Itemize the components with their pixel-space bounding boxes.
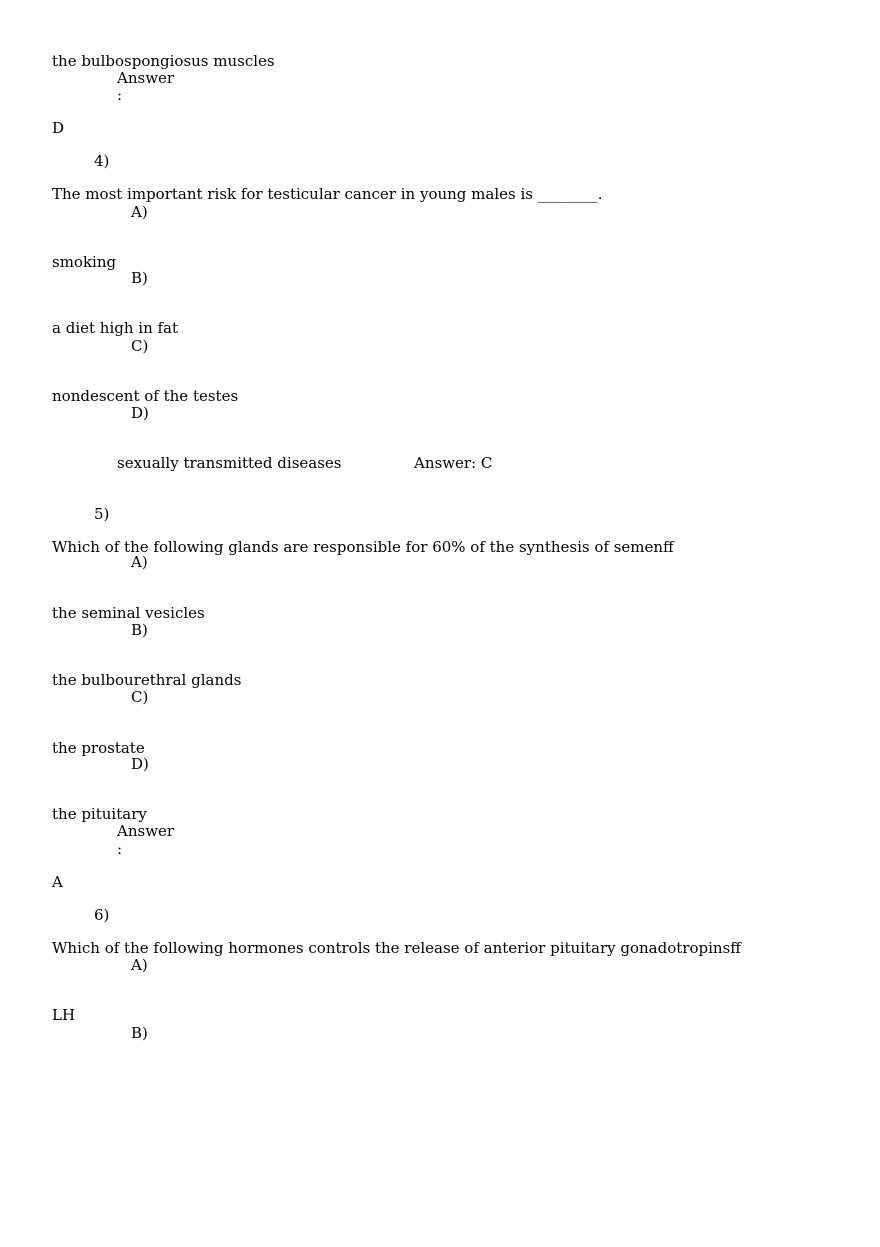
q5-question: Which of the following glands are responsible for 60% of the synthesis of semenff bbox=[52, 538, 674, 556]
q6-number: 6) bbox=[94, 906, 110, 924]
q3-option-d-text: the bulbospongiosus muscles bbox=[52, 52, 275, 70]
q5-number: 5) bbox=[94, 505, 110, 523]
q4-question: The most important risk for testicular cancer in young males is ________. bbox=[52, 185, 603, 203]
q4-option-b-letter: B) bbox=[131, 269, 148, 287]
q3-answer-colon: : bbox=[117, 86, 123, 104]
q4-option-c-letter: C) bbox=[131, 337, 149, 355]
q6-option-b-letter: B) bbox=[131, 1024, 148, 1042]
q4-option-a-text: smoking bbox=[52, 253, 117, 271]
q5-option-b-letter: B) bbox=[131, 621, 148, 639]
q4-number: 4) bbox=[94, 152, 110, 170]
q6-option-a-letter: A) bbox=[131, 956, 148, 974]
q5-answer-label: Answer bbox=[117, 822, 175, 840]
q4-option-b-text: a diet high in fat bbox=[52, 319, 179, 337]
q4-option-d-text: sexually transmitted diseases bbox=[117, 454, 342, 472]
q3-answer-label: Answer bbox=[117, 69, 175, 87]
q4-option-a-letter: A) bbox=[131, 203, 148, 221]
q5-option-d-text: the pituitary bbox=[52, 805, 147, 823]
q6-option-a-text: LH bbox=[52, 1006, 76, 1024]
q4-answer: Answer: C bbox=[414, 454, 493, 472]
q5-answer-value: A bbox=[52, 873, 63, 891]
q5-option-b-text: the bulbourethral glands bbox=[52, 671, 242, 689]
q5-answer-colon: : bbox=[117, 840, 123, 858]
q5-option-d-letter: D) bbox=[131, 755, 149, 773]
q5-option-c-letter: C) bbox=[131, 688, 149, 706]
q5-option-a-text: the seminal vesicles bbox=[52, 604, 205, 622]
q6-question: Which of the following hormones controls the release of anterior pituitary gonadotropinsff bbox=[52, 939, 741, 957]
q5-option-a-letter: A) bbox=[131, 553, 148, 571]
q4-option-c-text: nondescent of the testes bbox=[52, 387, 239, 405]
q4-option-d-letter: D) bbox=[131, 404, 149, 422]
q3-answer-value: D bbox=[52, 119, 65, 137]
q5-option-c-text: the prostate bbox=[52, 739, 145, 757]
